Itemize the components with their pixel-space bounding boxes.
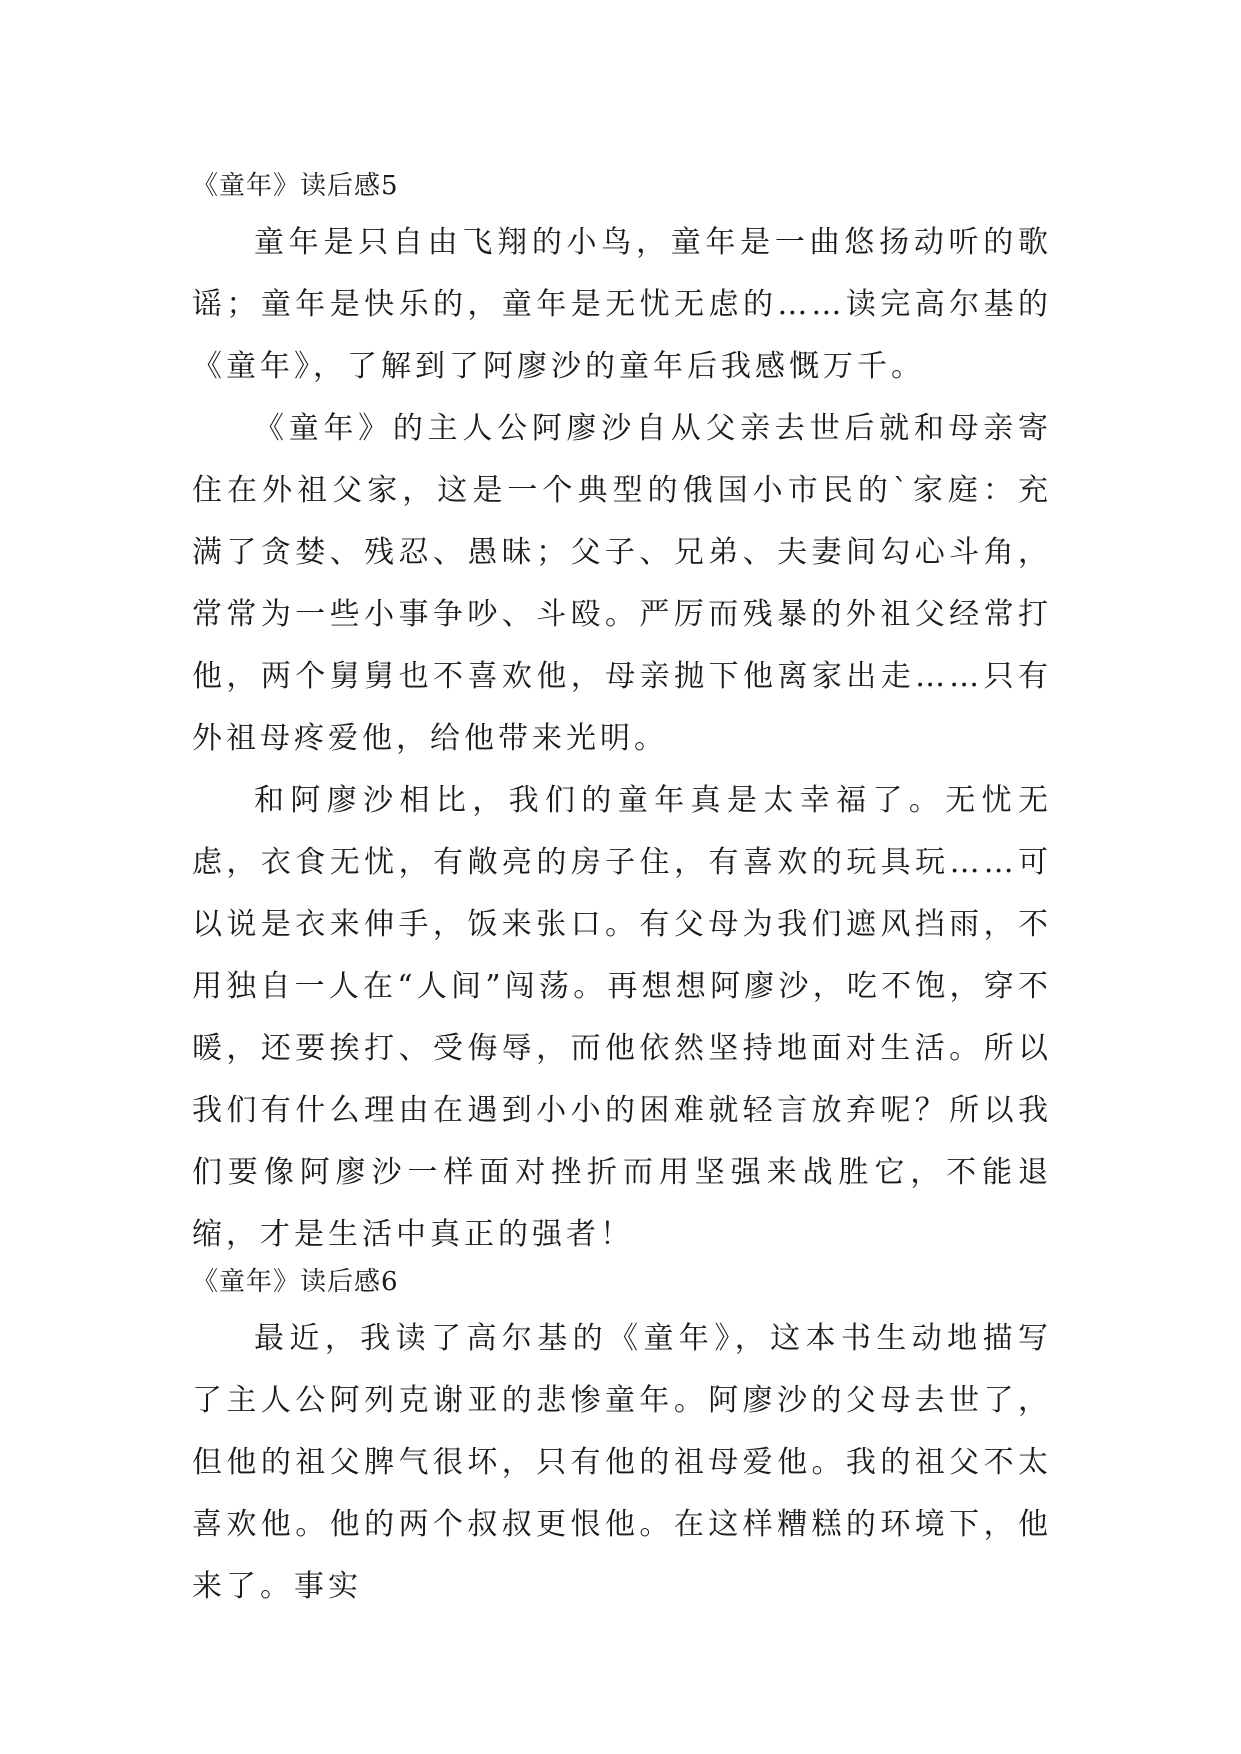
paragraph: 最近，我读了高尔基的《童年》，这本书生动地描写了主人公阿列克谢亚的悲惨童年。阿廖沙的父母去世了，但他的祖父脾气很坏，只有他的祖母爱他。我的祖父不太喜欢他。他的两个叔叔更恨他。在这样糟糕的环境下，他来了。事实 [192,1321,1052,1604]
section-title: 《童年》读后感5 [192,171,399,201]
paragraph: 《童年》的主人公阿廖沙自从父亲去世后就和母亲寄住在外祖父家，这是一个典型的俄国小市民的`家庭：充满了贪婪、残忍、愚昧；父子、兄弟、夫妻间勾心斗角，常常为一些小事争吵、斗殴。严厉而残暴的外祖父经常打他，两个舅舅也不喜欢他，母亲抛下他离家出走……只有外祖母疼爱他，给他带来光明。 [192,411,1052,756]
essay-section-6 [192,1264,1052,1618]
essay-section-5 [192,168,1052,1266]
paragraph: 童年是只自由飞翔的小鸟，童年是一曲悠扬动听的歌谣；童年是快乐的，童年是无忧无虑的……读完高尔基的《童年》，了解到了阿廖沙的童年后我感慨万千。 [192,225,1052,384]
section-title: 《童年》读后感6 [192,1267,399,1297]
paragraph: 和阿廖沙相比，我们的童年真是太幸福了。无忧无虑，衣食无忧，有敞亮的房子住，有喜欢的玩具玩……可以说是衣来伸手，饭来张口。有父母为我们遮风挡雨，不用独自一人在“人间”闯荡。再想想阿廖沙，吃不饱，穿不暖，还要挨打、受侮辱，而他依然坚持地面对生活。所以我们有什么理由在遇到小小的困难就轻言放弃呢？所以我们要像阿廖沙一样面对挫折而用坚强来战胜它，不能退缩，才是生活中真正的强者！ [192,783,1052,1252]
